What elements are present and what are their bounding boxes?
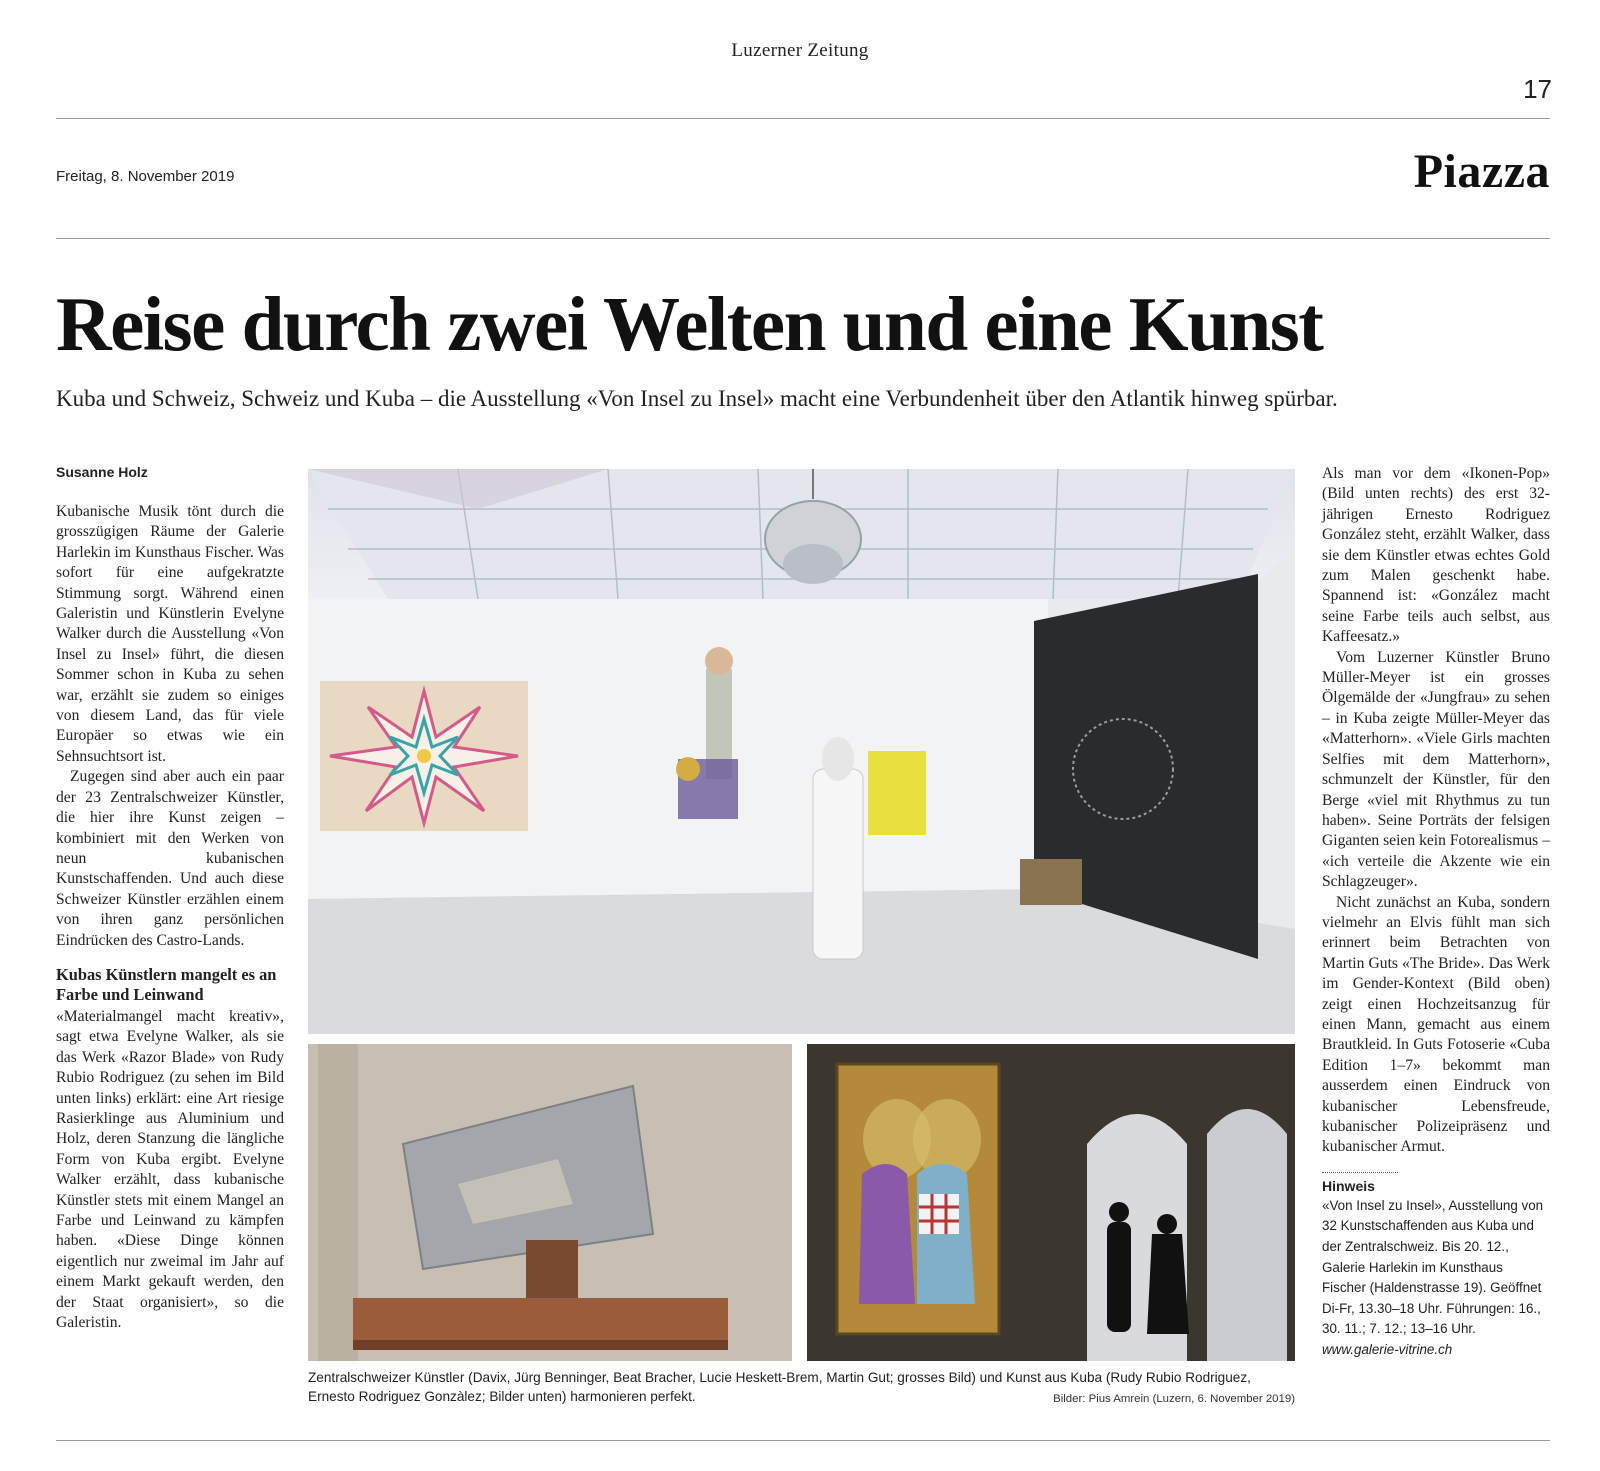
paragraph: Nicht zunächst an Kuba, sondern vielmehr an Elvis fühlt man sich erinnert beim Betrachten von Martin Guts «The Bride». Das Werk im Gender-Kontext (Bild oben) zeigt einen Hochzeitsanzug für einen Mann, gemacht aus einem Brautkleid. In Guts Fotoserie «Cuba Edition 1–7» bekommt man ausserdem einen Eindruck von kubanischer Lebensfreude, kubanischer Polizeipräsenz und kubanischer Armut. bbox=[1322, 893, 1550, 1156]
section-title: Piazza bbox=[1413, 145, 1550, 198]
gallery-interior-photo bbox=[308, 469, 1295, 1034]
subheadline: Kuba und Schweiz, Schweiz und Kuba – die Ausstellung «Von Insel zu Insel» macht eine Verbundenheit über den Atlantik hinweg spürbar. bbox=[56, 386, 1338, 411]
hint-title: Hinweis bbox=[1322, 1177, 1375, 1194]
bride-sculpture bbox=[813, 737, 863, 959]
byline: Susanne Holz bbox=[56, 464, 148, 480]
hint-divider bbox=[1322, 1172, 1398, 1173]
icon-pop-painting-photo bbox=[807, 1044, 1295, 1361]
paragraph: «Materialmangel macht kreativ», sagt etwa Evelyne Walker, als sie das Werk «Razor Blade» von Rudy Rubio Rodriguez (zu sehen im Bild unten links) erklärt: eine Art riesige Rasierklinge aus Aluminium und Holz, deren Stanzung die längliche Form von Kuba ergibt. Evelyne Walker erzählt, dass kubanische Künstler stets mit einem Mangel an Farbe und Leinwand zu kämpfen haben. «Diese Dinge können eigentlich nur zweimal im Jahr auf einem Markt gekauft werden, den der Staat organisiert», so die Galeristin. bbox=[56, 1007, 284, 1332]
left-text-column bbox=[56, 502, 284, 1333]
hint-box bbox=[1322, 1196, 1550, 1361]
photo-caption: Zentralschweizer Künstler (Davix, Jürg Benninger, Beat Bracher, Lucie Heskett-Brem, Martin Gut; grosses Bild) und Kunst aus Kuba (Rudy Rubio Rodriguez, Ernesto Rodriguez Gonzàlez; Bilder unten) harmonieren perfekt. bbox=[308, 1370, 1251, 1404]
starburst-painting bbox=[320, 681, 528, 831]
footer-rule bbox=[56, 1440, 1550, 1441]
gallery-interior-illustration bbox=[308, 469, 1295, 1034]
paragraph: Kubanische Musik tönt durch die grosszügigen Räume der Galerie Harlekin im Kunsthaus Fischer. Was sofort für eine aufgekratzte Stimmung sorgt. Während einen Galeristin und Künstlerin Evelyne Walker durch die Ausstellung «Von Insel zu Insel» führt, die diesen Sommer schon in Kuba zu sehen war, erzählt sie zudem so einiges von diesem Land, das für viele Europäer so etwas wie ein Sehnsuchtsort ist. bbox=[56, 503, 284, 765]
razor-blade-sculpture-photo bbox=[308, 1044, 792, 1361]
icon-pop-painting-illustration bbox=[807, 1044, 1295, 1361]
paragraph: Vom Luzerner Künstler Bruno Müller-Meyer ist ein grosses Ölgemälde der «Jungfrau» zu sehen – in Kuba zeigte Müller-Meyer das «Matterhorn». «Viele Girls machten Selfies mit dem Matterhorn», schmunzelt der Künstler, für den Berge «viel mit Rhythmus zu tun haben». Seine Porträts der felsigen Giganten seien kein Fotorealismus – «ich verteile die Akzente wie ein Schlagzeuger». bbox=[1322, 648, 1550, 891]
paragraph: Als man vor dem «Ikonen-Pop» (Bild unten rechts) des erst 32-jährigen Ernesto Rodriguez González steht, erzählt Walker, dass sie dem Künstler etwas echtes Gold zum Malen geschenkt habe. Spannend ist: «González macht seine Farbe teils auch selbst, aus Kaffeesatz.» bbox=[1322, 465, 1550, 646]
wooden-bench bbox=[1020, 859, 1082, 905]
right-text-column bbox=[1322, 464, 1550, 1361]
page-number: 17 bbox=[1523, 74, 1552, 104]
section-rule bbox=[56, 238, 1550, 239]
paragraph: Zugegen sind aber auch ein paar der 23 Zentralschweizer Künstler, die hier ihre Kunst zeigen – kombiniert mit den Werken von neun kubanischen Kunstschaffenden. Und auch diese Schweizer Künstler erzählen einem von ihren ganz persönlichen Eindrücken des Castro-Lands. bbox=[56, 768, 284, 949]
masthead: Luzerner Zeitung bbox=[731, 40, 869, 61]
photo-credit: Bilder: Pius Amrein (Luzern, 6. November 2019) bbox=[1053, 1393, 1295, 1405]
subheading: Kubas Künstlern mangelt es an Farbe und Leinwand bbox=[56, 964, 277, 1004]
issue-date: Freitag, 8. November 2019 bbox=[56, 168, 235, 185]
header-rule bbox=[56, 118, 1550, 119]
yellow-painting bbox=[868, 751, 926, 835]
gallery-website-link[interactable]: www.galerie-vitrine.ch bbox=[1322, 1341, 1453, 1357]
razor-blade-sculpture-illustration bbox=[308, 1044, 792, 1361]
hint-text: «Von Insel zu Insel», Ausstellung von 32 Kunstschaffenden aus Kuba und der Zentralschweiz. Bis 20. 12., Galerie Harlekin im Kunsthaus Fischer (Haldenstrasse 19). Geöffnet Di-Fr, 13.30–18 Uhr. Führungen: 16., 30. 11.; 7. 12.; 13–16 Uhr. bbox=[1322, 1197, 1544, 1337]
headline: Reise durch zwei Welten und eine Kunst bbox=[56, 281, 1323, 367]
